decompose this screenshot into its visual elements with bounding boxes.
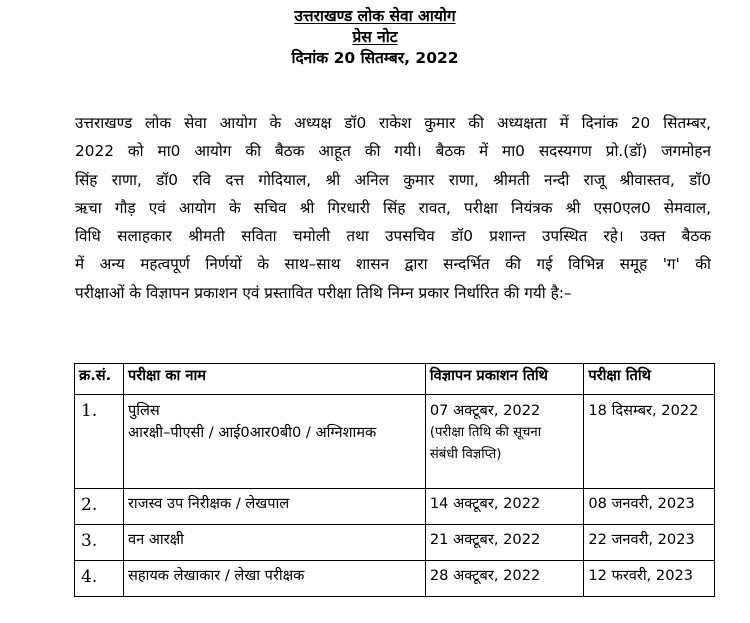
serial-number-cell: 4.	[75, 561, 124, 597]
advertisement-note: संबंधी विज्ञप्ति)	[429, 447, 502, 462]
press-note-header	[0, 6, 750, 69]
serial-number-cell: 3.	[75, 525, 124, 561]
advertisement-note: (परीक्षा तिथि की सूचना	[429, 425, 542, 440]
advertisement-date-cell: 14 अक्टूबर, 2022	[425, 489, 583, 525]
paragraph-line: विधि सलाहकार श्रीमती सविता चमोली तथा उपसचिव डॉ0 प्रशान्त उपस्थित रहे। उक्त बैठक	[75, 227, 711, 246]
paragraph-line: परीक्षाओं के विज्ञापन प्रकाशन एवं प्रस्तावित परीक्षा तिथि निम्न प्रकार निर्धारित की गयी है:–	[75, 283, 572, 302]
date-line: दिनांक 20 सितम्बर, 2022	[291, 49, 459, 67]
exam-schedule-table	[74, 363, 715, 597]
paragraph-line: में अन्य महत्वपूर्ण निर्णयों के साथ–साथ शासन द्वारा सन्दर्भित की गई विभिन्न समूह 'ग' की	[75, 255, 711, 274]
table-header-row	[75, 364, 715, 395]
exam-name-cell: राजस्व उप निरीक्षक / लेखपाल	[123, 489, 425, 525]
advertisement-date-cell	[425, 395, 583, 489]
exam-date-cell: 18 दिसम्बर, 2022	[584, 395, 715, 489]
advertisement-date: 07 अक्टूबर, 2022	[429, 402, 541, 419]
header-advertisement-date: विज्ञापन प्रकाशन तिथि	[425, 364, 583, 395]
advertisement-date-cell: 21 अक्टूबर, 2022	[425, 525, 583, 561]
paragraph-line: उत्तराखण्ड लोक सेवा आयोग के अध्यक्ष डॉ0 राकेश कुमार की अध्यक्षता में दिनांक 20 सितम्बर,	[75, 114, 711, 132]
exam-date-cell: 22 जनवरी, 2023	[584, 525, 715, 561]
exam-date-cell: 08 जनवरी, 2023	[584, 489, 715, 525]
exam-date-cell: 12 फरवरी, 2023	[584, 561, 715, 597]
table-row	[75, 561, 715, 597]
header-serial-number: क्र.सं.	[75, 364, 124, 395]
serial-number-cell: 1.	[75, 395, 124, 489]
exam-name-cell: वन आरक्षी	[123, 525, 425, 561]
exam-name-cell: सहायक लेखाकार / लेखा परीक्षक	[123, 561, 425, 597]
header-exam-date: परीक्षा तिथि	[584, 364, 715, 395]
table-row	[75, 489, 715, 525]
organization-title: उत्तराखण्ड लोक सेवा आयोग	[294, 7, 456, 25]
exam-name-cell	[123, 395, 425, 489]
serial-number-cell: 2.	[75, 489, 124, 525]
paragraph-line: 2022 को मा0 आयोग की बैठक आहूत की गयी। बैठक में मा0 सदस्यगण प्रो.(डॉ) जगमोहन	[75, 142, 711, 161]
advertisement-date-cell: 28 अक्टूबर, 2022	[425, 561, 583, 597]
body-paragraph	[75, 109, 711, 307]
paragraph-line: सिंह राणा, डॉ0 रवि दत्त गोदियाल, श्री अनिल कुमार राणा, श्रीमती नन्दी राजू श्रीवास्तव, डॉ0	[75, 170, 711, 189]
exam-name-line: पुलिस	[127, 402, 160, 419]
exam-name-line: आरक्षी–पीएसी / आई0आर0बी0 / अग्निशामक	[127, 424, 377, 441]
table-row	[75, 525, 715, 561]
table-row	[75, 395, 715, 489]
header-exam-name: परीक्षा का नाम	[123, 364, 425, 395]
paragraph-line: ऋचा गौड़ एवं आयोग के सचिव श्री गिरधारी सिंह रावत, परीक्षा नियंत्रक श्री एस0एल0 सेमवाल,	[75, 198, 711, 217]
document-type: प्रेस नोट	[352, 28, 398, 46]
